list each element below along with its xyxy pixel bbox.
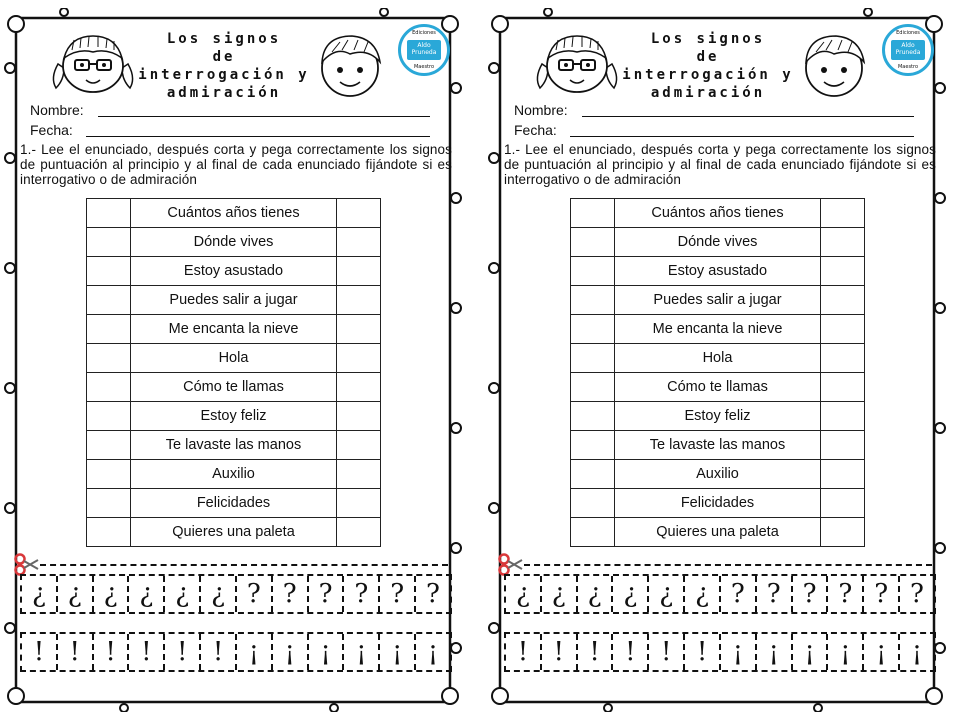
- boy-illustration: [310, 28, 390, 100]
- sentence-text: Hola: [615, 344, 821, 373]
- question-mark-cutout[interactable]: ?: [342, 576, 378, 612]
- page-title: Los signos de interrogación y admiración: [622, 31, 794, 101]
- question-mark-cutout[interactable]: ¿: [576, 576, 612, 612]
- name-field[interactable]: Nombre:: [30, 102, 430, 118]
- question-mark-cutout[interactable]: ?: [414, 576, 450, 612]
- sentence-text: Estoy feliz: [615, 402, 821, 431]
- table-row: [87, 489, 381, 518]
- question-marks-strip: [20, 574, 452, 614]
- question-mark-cutout[interactable]: ¿: [199, 576, 235, 612]
- closing-sign-slot[interactable]: [337, 518, 381, 547]
- exclamation-mark-cutout[interactable]: !: [540, 634, 576, 670]
- sentence-text: Quieres una paleta: [131, 518, 337, 547]
- sentence-text: Felicidades: [131, 489, 337, 518]
- table-row: [571, 315, 865, 344]
- question-mark-cutout[interactable]: ?: [755, 576, 791, 612]
- table-row: [571, 431, 865, 460]
- closing-sign-slot[interactable]: [821, 228, 865, 257]
- sentence-text: Estoy asustado: [615, 257, 821, 286]
- exclamation-mark-cutout[interactable]: ¡: [342, 634, 378, 670]
- table-row: [571, 199, 865, 228]
- page-title: Los signos de interrogación y admiración: [138, 31, 310, 101]
- sentence-text: Cómo te llamas: [131, 373, 337, 402]
- exclamation-mark-cutout[interactable]: !: [683, 634, 719, 670]
- instruction-text: 1.- Lee el enunciado, después corta y pega correctamente los signos de puntuación al principio y al final de cada enunciado fijándote si es interrogativo o de admiración: [20, 142, 452, 187]
- question-mark-cutout[interactable]: ?: [719, 576, 755, 612]
- exclamation-mark-cutout[interactable]: ¡: [307, 634, 343, 670]
- exclamation-mark-cutout[interactable]: ¡: [791, 634, 827, 670]
- exclamation-mark-cutout[interactable]: !: [199, 634, 235, 670]
- worksheet-left: [4, 8, 462, 712]
- name-underline: [582, 116, 914, 117]
- question-mark-cutout[interactable]: ?: [378, 576, 414, 612]
- closing-sign-slot[interactable]: [337, 199, 381, 228]
- date-underline: [86, 136, 430, 137]
- opening-sign-slot[interactable]: [571, 460, 615, 489]
- sentence-text: Me encanta la nieve: [615, 315, 821, 344]
- question-mark-cutout[interactable]: ¿: [163, 576, 199, 612]
- exclamation-mark-cutout[interactable]: ¡: [378, 634, 414, 670]
- question-mark-cutout[interactable]: ¿: [56, 576, 92, 612]
- sentences-table: [86, 198, 381, 547]
- date-field[interactable]: Fecha:: [514, 122, 914, 138]
- opening-sign-slot[interactable]: [87, 257, 131, 286]
- closing-sign-slot[interactable]: [821, 315, 865, 344]
- table-row: [571, 489, 865, 518]
- date-field[interactable]: Fecha:: [30, 122, 430, 138]
- question-mark-cutout[interactable]: ?: [307, 576, 343, 612]
- closing-sign-slot[interactable]: [337, 431, 381, 460]
- sentence-text: Felicidades: [615, 489, 821, 518]
- exclamation-marks-strip: [20, 632, 452, 672]
- scissors-icon: [14, 552, 40, 576]
- table-row: [571, 373, 865, 402]
- opening-sign-slot[interactable]: [87, 199, 131, 228]
- closing-sign-slot[interactable]: [337, 402, 381, 431]
- closing-sign-slot[interactable]: [337, 315, 381, 344]
- exclamation-mark-cutout[interactable]: ¡: [414, 634, 450, 670]
- opening-sign-slot[interactable]: [87, 315, 131, 344]
- exclamation-mark-cutout[interactable]: !: [56, 634, 92, 670]
- sentences-table: [570, 198, 865, 547]
- exclamation-mark-cutout[interactable]: ¡: [235, 634, 271, 670]
- opening-sign-slot[interactable]: [571, 344, 615, 373]
- opening-sign-slot[interactable]: [87, 460, 131, 489]
- closing-sign-slot[interactable]: [821, 257, 865, 286]
- table-row: [571, 344, 865, 373]
- sentence-text: Te lavaste las manos: [131, 431, 337, 460]
- opening-sign-slot[interactable]: [87, 402, 131, 431]
- sentence-text: Hola: [131, 344, 337, 373]
- table-row: [87, 460, 381, 489]
- table-row: [87, 431, 381, 460]
- sentence-text: Quieres una paleta: [615, 518, 821, 547]
- publisher-logo: Ediciones Aldo Pruneda Maestro: [882, 24, 934, 76]
- boy-illustration: [794, 28, 874, 100]
- table-row: [571, 228, 865, 257]
- table-row: [571, 518, 865, 547]
- sentence-text: Cómo te llamas: [615, 373, 821, 402]
- name-field[interactable]: Nombre:: [514, 102, 914, 118]
- cut-line: [40, 564, 448, 566]
- sentence-text: Auxilio: [131, 460, 337, 489]
- date-underline: [570, 136, 914, 137]
- table-row: [571, 460, 865, 489]
- exclamation-mark-cutout[interactable]: !: [576, 634, 612, 670]
- question-mark-cutout[interactable]: ¿: [92, 576, 128, 612]
- closing-sign-slot[interactable]: [337, 373, 381, 402]
- closing-sign-slot[interactable]: [337, 489, 381, 518]
- exclamation-mark-cutout[interactable]: ¡: [755, 634, 791, 670]
- table-row: [87, 315, 381, 344]
- opening-sign-slot[interactable]: [87, 286, 131, 315]
- opening-sign-slot[interactable]: [571, 199, 615, 228]
- closing-sign-slot[interactable]: [821, 518, 865, 547]
- table-row: [87, 257, 381, 286]
- exclamation-mark-cutout[interactable]: !: [127, 634, 163, 670]
- opening-sign-slot[interactable]: [571, 518, 615, 547]
- table-row: [571, 402, 865, 431]
- exclamation-mark-cutout[interactable]: !: [92, 634, 128, 670]
- question-mark-cutout[interactable]: ?: [898, 576, 934, 612]
- table-row: [571, 257, 865, 286]
- exclamation-mark-cutout[interactable]: ¡: [271, 634, 307, 670]
- worksheet-right: [488, 8, 946, 712]
- opening-sign-slot[interactable]: [571, 286, 615, 315]
- sentence-text: Te lavaste las manos: [615, 431, 821, 460]
- sentence-text: Estoy asustado: [131, 257, 337, 286]
- question-mark-cutout[interactable]: ?: [235, 576, 271, 612]
- sentence-text: Puedes salir a jugar: [131, 286, 337, 315]
- table-row: [87, 199, 381, 228]
- closing-sign-slot[interactable]: [337, 344, 381, 373]
- question-marks-strip: [504, 574, 936, 614]
- question-mark-cutout[interactable]: ?: [271, 576, 307, 612]
- opening-sign-slot[interactable]: [571, 373, 615, 402]
- closing-sign-slot[interactable]: [821, 199, 865, 228]
- exclamation-mark-cutout[interactable]: ¡: [719, 634, 755, 670]
- sentence-text: Cuántos años tienes: [615, 199, 821, 228]
- table-row: [87, 518, 381, 547]
- table-row: [87, 402, 381, 431]
- cut-line: [524, 564, 932, 566]
- opening-sign-slot[interactable]: [87, 228, 131, 257]
- question-mark-cutout[interactable]: ?: [862, 576, 898, 612]
- sentence-text: Me encanta la nieve: [131, 315, 337, 344]
- sentence-text: Puedes salir a jugar: [615, 286, 821, 315]
- exclamation-mark-cutout[interactable]: ¡: [826, 634, 862, 670]
- opening-sign-slot[interactable]: [87, 518, 131, 547]
- opening-sign-slot[interactable]: [571, 257, 615, 286]
- sentence-text: Estoy feliz: [131, 402, 337, 431]
- exclamation-marks-strip: [504, 632, 936, 672]
- exclamation-mark-cutout[interactable]: !: [647, 634, 683, 670]
- question-mark-cutout[interactable]: ¿: [31, 579, 46, 609]
- question-mark-cutout[interactable]: ¿: [540, 576, 576, 612]
- closing-sign-slot[interactable]: [337, 460, 381, 489]
- closing-sign-slot[interactable]: [337, 228, 381, 257]
- exclamation-mark-cutout[interactable]: ¡: [862, 634, 898, 670]
- table-row: [87, 228, 381, 257]
- question-mark-cutout[interactable]: ¿: [127, 576, 163, 612]
- opening-sign-slot[interactable]: [571, 315, 615, 344]
- table-row: [87, 373, 381, 402]
- exclamation-mark-cutout[interactable]: ¡: [898, 634, 934, 670]
- question-mark-cutout[interactable]: ¿: [611, 576, 647, 612]
- exclamation-mark-cutout[interactable]: !: [33, 637, 45, 667]
- exclamation-mark-cutout[interactable]: !: [163, 634, 199, 670]
- closing-sign-slot[interactable]: [821, 489, 865, 518]
- name-underline: [98, 116, 430, 117]
- question-mark-cutout[interactable]: ¿: [683, 576, 719, 612]
- opening-sign-slot[interactable]: [87, 489, 131, 518]
- closing-sign-slot[interactable]: [821, 344, 865, 373]
- publisher-logo: Ediciones Aldo Pruneda Maestro: [398, 24, 450, 76]
- closing-sign-slot[interactable]: [821, 373, 865, 402]
- table-row: [87, 286, 381, 315]
- question-mark-cutout[interactable]: ?: [826, 576, 862, 612]
- question-mark-cutout[interactable]: ¿: [647, 576, 683, 612]
- sentence-text: Dónde vives: [615, 228, 821, 257]
- opening-sign-slot[interactable]: [87, 431, 131, 460]
- sentence-text: Cuántos años tienes: [131, 199, 337, 228]
- table-row: [571, 286, 865, 315]
- sentence-text: Auxilio: [615, 460, 821, 489]
- closing-sign-slot[interactable]: [821, 286, 865, 315]
- sentence-text: Dónde vives: [131, 228, 337, 257]
- opening-sign-slot[interactable]: [87, 344, 131, 373]
- question-mark-cutout[interactable]: ¿: [515, 579, 530, 609]
- closing-sign-slot[interactable]: [337, 257, 381, 286]
- opening-sign-slot[interactable]: [571, 228, 615, 257]
- scissors-icon: [498, 552, 524, 576]
- closing-sign-slot[interactable]: [821, 431, 865, 460]
- exclamation-mark-cutout[interactable]: !: [611, 634, 647, 670]
- opening-sign-slot[interactable]: [571, 431, 615, 460]
- opening-sign-slot[interactable]: [87, 373, 131, 402]
- opening-sign-slot[interactable]: [571, 489, 615, 518]
- opening-sign-slot[interactable]: [571, 402, 615, 431]
- table-row: [87, 344, 381, 373]
- exclamation-mark-cutout[interactable]: !: [517, 637, 529, 667]
- closing-sign-slot[interactable]: [337, 286, 381, 315]
- closing-sign-slot[interactable]: [821, 402, 865, 431]
- closing-sign-slot[interactable]: [821, 460, 865, 489]
- question-mark-cutout[interactable]: ?: [791, 576, 827, 612]
- instruction-text: 1.- Lee el enunciado, después corta y pega correctamente los signos de puntuación al principio y al final de cada enunciado fijándote si es interrogativo o de admiración: [504, 142, 936, 187]
